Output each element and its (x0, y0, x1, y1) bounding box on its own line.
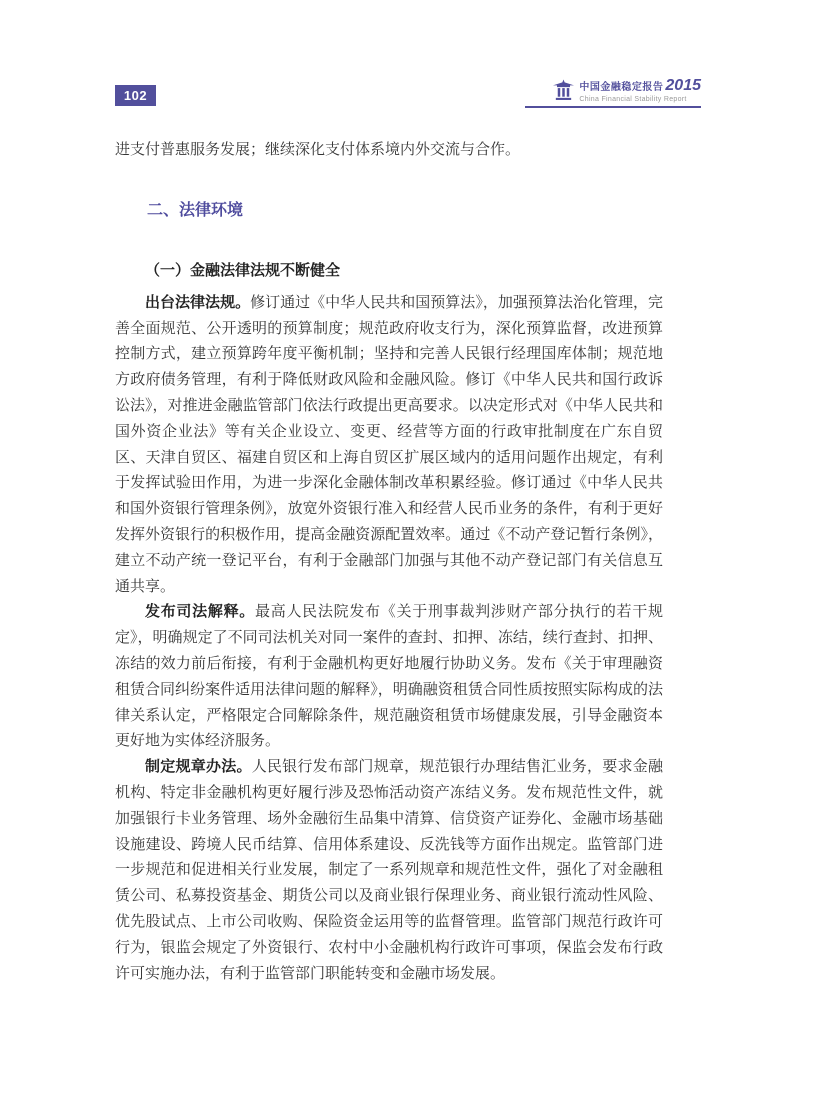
page-number: 102 (123, 88, 148, 103)
intro-paragraph: 进支付普惠服务发展；继续深化支付体系境内外交流与合作。 (115, 142, 521, 158)
paragraph-legislation-text: 修订通过《中华人民共和国预算法》，加强预算法治化管理，完善全面规范、公开透明的预算制度；规范政府收支行为，深化预算监督，改进预算控制方式，建立预算跨年度平衡机制；坚持和完善人民银行经理国库体制；规范地方政府债务管理，有利于降低财政风险和金融风险。修订《中华人民共和国行政诉讼法》，对推进金融监管部门依法行政提出更高要求。以决定形式对《中华人民共和国外资企业法》等有关企业设立、变更、经营等方面的行政审批制度在广东自贸区、天津自贸区、福建自贸区和上海自贸区扩展区域内的适用问题作出规定，有利于发挥试验田作用，为进一步深化金融体制改革积累经验。修订通过《中华人民共和国外资银行管理条例》，放宽外资银行准入和经营人民币业务的条件，有利于更好发挥外资银行的积极作用，提高金融资源配置效率。通过《不动产登记暂行条例》，建立不动产统一登记平台，有利于金融部门加强与其他不动产登记部门有关信息互通共享。 (115, 294, 663, 595)
report-year: 2015 (665, 77, 701, 94)
report-title-cn: 中国金融稳定报告 (579, 82, 664, 93)
paragraph-judicial-interpretation (115, 600, 663, 755)
page-body (115, 138, 663, 987)
paragraph-legislation (115, 291, 663, 601)
report-logo-row (552, 77, 701, 103)
subsection-heading-laws: （一）金融法律法规不断健全 (145, 261, 341, 279)
paragraph-judicial-lead: 发布司法解释。 (145, 604, 256, 621)
pavilion-logo-icon (552, 79, 575, 101)
paragraph-regulations-text: 人民银行发布部门规章，规范银行办理结售汇业务，要求金融机构、特定非金融机构更好履行涉及恐怖活动资产冻结义务。发布规范性文件，就加强银行卡业务管理、场外金融衍生品集中清算、信贷资产证券化、金融市场基础设施建设、跨境人民币结算、信用体系建设、反洗钱等方面作出规定。监管部门进一步规范和促进相关行业发展，制定了一系列规章和规范性文件，强化了对金融租赁公司、私募投资基金、期货公司以及商业银行保理业务、商业银行流动性风险、优先股试点、上市公司收购、保险资金运用等的监督管理。监管部门规范行政许可行为，银监会规定了外资银行、农村中小金融机构行政许可事项，保监会发布行政许可实施办法，有利于监管部门职能转变和金融市场发展。 (115, 759, 663, 982)
paragraph-regulations (115, 755, 663, 987)
paragraph-judicial-text: 最高人民法院发布《关于刑事裁判涉财产部分执行的若干规定》，明确规定了不同司法机关对同一案件的查封、扣押、冻结，续行查封、扣押、冻结的效力前后衔接，有利于金融机构更好地履行协助义务。发布《关于审理融资租赁合同纠纷案件适用法律问题的解释》，明确融资租赁合同性质按照实际构成的法律关系认定，严格限定合同解除条件，规范融资租赁市场健康发展，引导金融资本更好地为实体经济服务。 (115, 604, 663, 750)
paragraph-regulations-lead: 制定规章办法。 (145, 759, 252, 776)
report-subtitle-en: China Financial Stability Report (579, 96, 687, 103)
report-logo-text (579, 77, 701, 103)
page-header (115, 77, 701, 124)
page-number-badge (115, 85, 156, 106)
paragraph-legislation-lead: 出台法律法规。 (145, 294, 251, 311)
report-logo-block (525, 77, 701, 108)
section-heading-legal-environment: 二、法律环境 (147, 201, 244, 219)
header-rule (525, 106, 701, 108)
